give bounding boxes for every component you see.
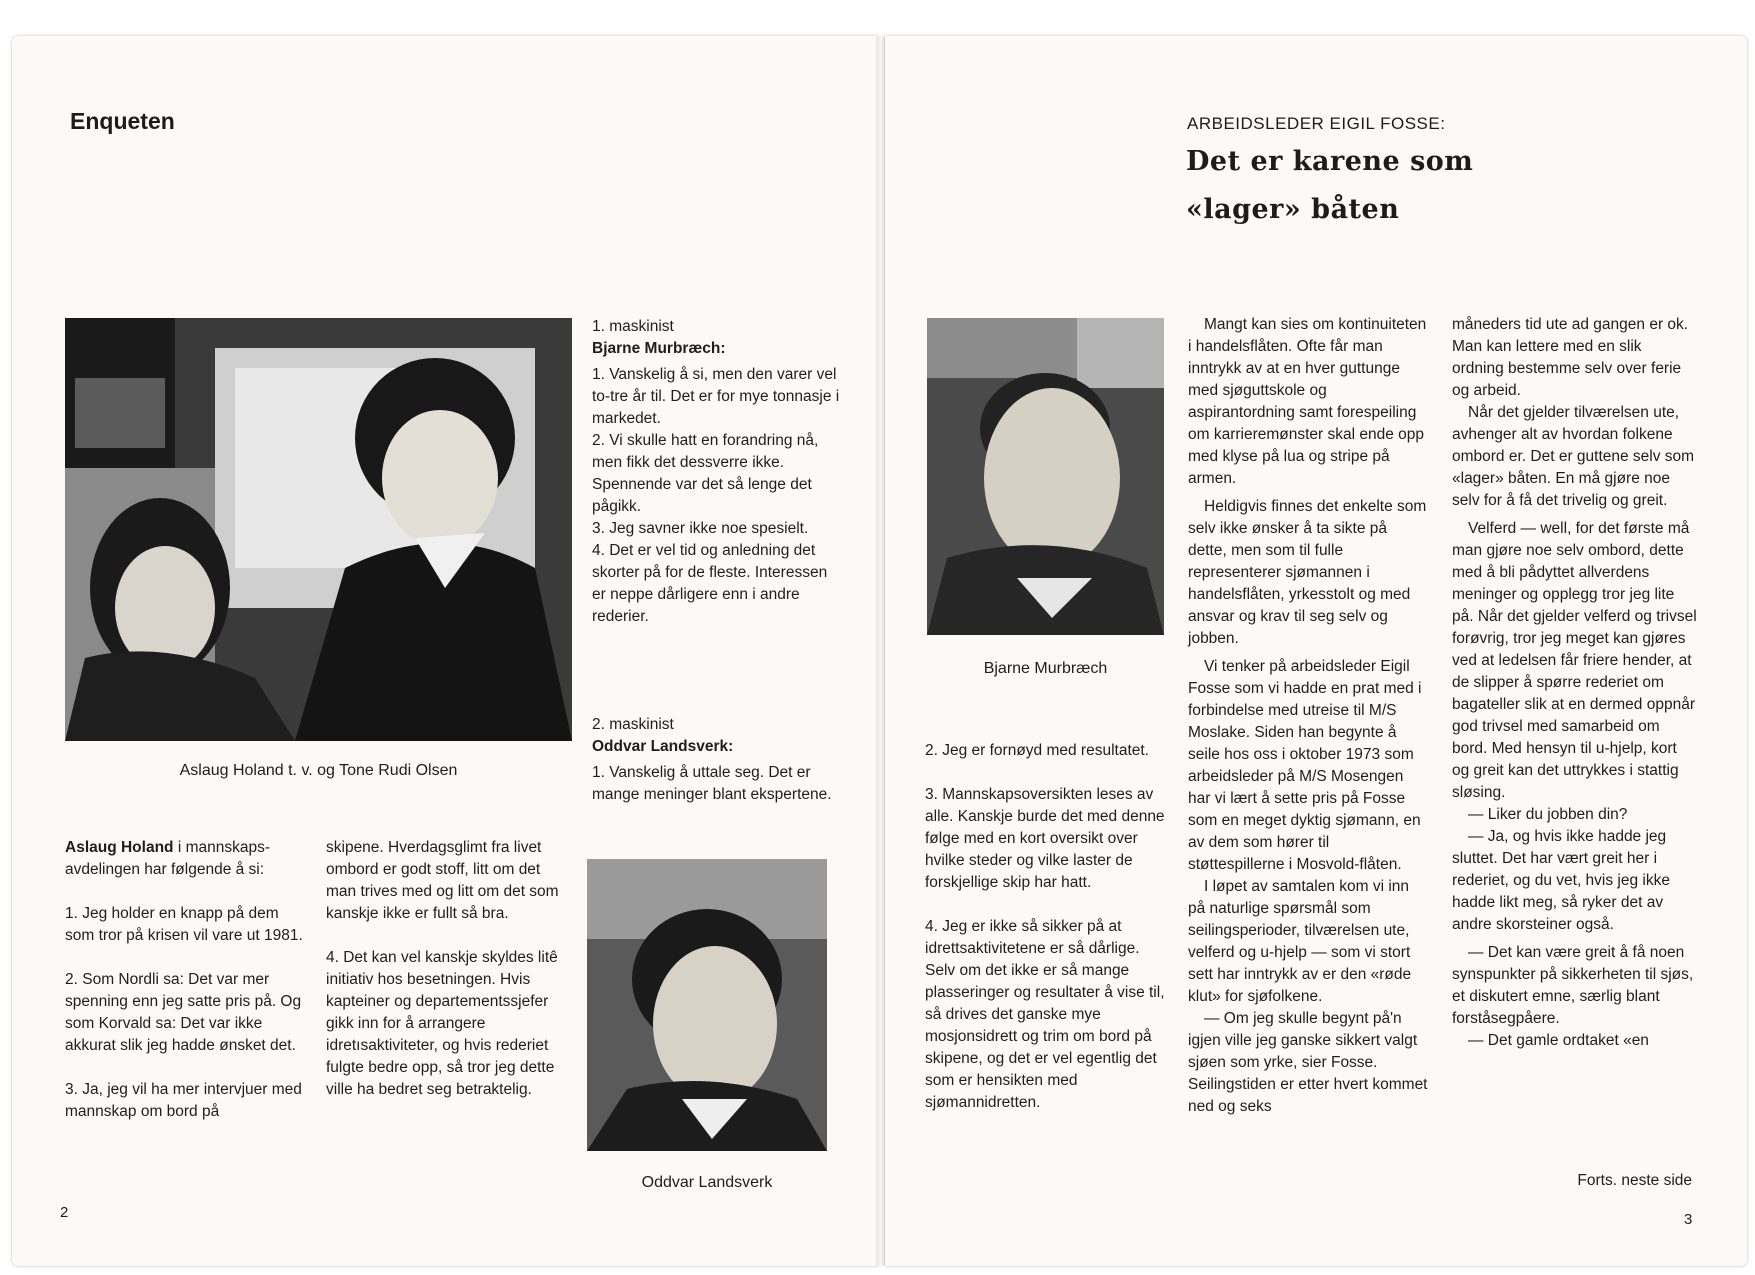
bjarne-answers (592, 316, 842, 628)
bjarne-name: Bjarne Murbræch: (592, 340, 726, 357)
article-paragraph-9: — Liker du jobben din? (1468, 806, 1628, 823)
aslaug-answer-3: 3. Ja, jeg vil ha mer intervjuer med mannskap om bord på (65, 1081, 302, 1120)
article-paragraph-3: Vi tenker på arbeidsleder Eigil Fosse som vi hadde en prat med i forbindelse med utreise til M/S Moslake. Siden han begynte å seile hos oss i oktober 1973 som arbeidsleder på M/S Mosengen har vi lært å sette pris på Fosse som en meget dyktig sjømann, en av dem som hører til støttespillerne i Mosvold-flåten. (1188, 658, 1422, 873)
bjarne-answer-4-cont: 4. Jeg er ikke så sikker på at idrettsaktivitetene er så dårlige. Selv om det ikke er så mange plasseringer og resultater å vise til, så drives det ganske mye mosjonsidrett og trim om bord på skipene, og det er vel egentlig det som er hensikten med sjømannidretten. (925, 918, 1165, 1111)
bjarne-answer-3: 3. Jeg savner ikke noe spesielt. (592, 520, 809, 537)
bjarne-answer-1: 1. Vanskelig å si, men den varer vel to-tre år til. Det er for mye tonnasje i markedet. (592, 366, 840, 427)
oddvar-name: Oddvar Landsverk: (592, 738, 734, 755)
photo-caption-left: Aslaug Holand t. v. og Tone Rudi Olsen (179, 762, 458, 779)
bjarne-answer-3-cont: 3. Mannskapsoversikten leses av alle. Kanskje burde det med denne følge med en kort oversikt over hvilke steder og vilke laster de forskjellige skip har hatt. (925, 786, 1165, 891)
aslaug-answer-1: 1. Jeg holder en knapp på dem som tror på krisen vil vare ut 1981. (65, 905, 303, 944)
oddvar-answer-1: 1. Vanskelig å uttale seg. Det er mange meninger blant ekspertene. (592, 764, 832, 803)
bjarne-answer-2: 2. Vi skulle hatt en forandring nå, men fikk det dessverre ikke. Spennende var det så lenge det pågikk. (592, 432, 819, 515)
article-paragraph-10: — Ja, og hvis ikke hadde jeg sluttet. Det har vært greit her i rederiet, og du vet, hvis jeg ikke hadde likt meg, så ryker det av andre skorsteiner også. (1452, 828, 1670, 933)
article-paragraph-2: Heldigvis finnes det enkelte som selv ikke ønsker å ta sikte på dette, men som til fulle representerer sjømannen i handelsflåten, yrkesstolt og med ansvar og krav til seg selv og jobben. (1188, 498, 1427, 647)
continued-notice: Forts. neste side (1577, 1172, 1692, 1189)
article-title-line-1: Det er karene som (1186, 146, 1474, 177)
article-paragraph-7: Når det gjelder tilværelsen ute, avhenger alt av hvordan folkene ombord er. Det er guttene selv som «lager» båten. En må gjøre noe selv for å få det trivelig og greit. (1452, 404, 1695, 509)
photo-caption-oddvar: Oddvar Landsverk (641, 1174, 773, 1191)
aslaug-column-1 (65, 837, 305, 1145)
aslaug-column-2 (326, 837, 571, 1123)
oddvar-answers (592, 714, 842, 806)
page-number-left: 2 (60, 1204, 69, 1221)
bjarne-role: 1. maskinist (592, 318, 674, 335)
photo-aslaug-tone (65, 318, 572, 741)
article-paragraph-6: måneders tid ute ad gangen er ok. Man kan lettere med en slik ordning bestemme selv over ferie og arbeid. (1452, 316, 1689, 399)
page-number-right: 3 (1684, 1211, 1693, 1228)
article-kicker: ARBEIDSLEDER EIGIL FOSSE: (1187, 114, 1446, 133)
bjarne-answer-2-cont: 2. Jeg er fornøyd med resultatet. (925, 742, 1149, 759)
article-paragraph-8: Velferd — well, for det første må man gjøre noe selv ombord, dette med å bli pådyttet allverdens meninger og opplegg tror jeg lite på. Når det gjelder velferd og trivsel forøvrig, tror jeg meget kan gjøres ved at ledelsen får friere hender, at de slipper å spørre rederiet om bagateller slik at en dermed oppnår god trivsel med samarbeid om bord. Med hensyn til u-hjelp, kort og greit kan det uttrykkes i stattig sløsing. (1452, 520, 1697, 801)
article-title (1186, 138, 1473, 234)
article-paragraph-4: I løpet av samtalen kom vi inn på naturlige spørsmål som seilingsperioder, tilværelsen ute, velferd og u-hjelp — som vi stort sett har inntrykk av er den «røde klut» for sjøfolkene. (1188, 878, 1412, 1005)
photo-caption-bjarne: Bjarne Murbræch (983, 660, 1108, 677)
aslaug-answer-4: 4. Det kan vel kanskje skyldes litê initiativ hos besetningen. Hvis kapteiner og departementssjefer gikk inn for å arrangere idretısaktiviteter, og hvis rederiet fulgte bedre opp, så tror jeg dette ville ha bedret seg betraktelig. (326, 949, 558, 1098)
aslaug-name: Aslaug Holand (65, 839, 174, 856)
right-column-2 (1188, 314, 1430, 1118)
article-title-line-2: «lager» båten (1186, 194, 1400, 225)
article-paragraph-5: — Om jeg skulle begynt på'n igjen ville jeg ganske sikkert valgt sjøen som yrke, sier Fosse. Seilingstiden er etter hvert kommet ned og seks (1188, 1010, 1428, 1115)
bjarne-answer-4: 4. Det er vel tid og anledning det skorter på for de fleste. Interessen er neppe dårligere enn i andre rederier. (592, 542, 828, 625)
photo-bjarne (927, 318, 1164, 635)
aslaug-intro: i mannskaps-avdelingen har følgende å si: (65, 839, 270, 878)
aslaug-answer-3-cont: skipene. Hverdagsglimt fra livet ombord er godt stoff, litt om det man trives med og litt om det som kanskje ikke er fullt så bra. (326, 839, 559, 922)
article-paragraph-12: — Det gamle ordtaket «en (1468, 1032, 1649, 1049)
article-paragraph-1: Mangt kan sies om kontinuiteten i handelsflåten. Ofte får man inntrykk av at en hver guttunge med sjøguttskole og aspirantordning samt forespeiling om karrieremønster skal ende opp med klyse på lua og stripe på armen. (1188, 316, 1427, 487)
aslaug-answer-2: 2. Som Nordli sa: Det var mer spenning enn jeg satte pris på. Og som Korvald sa: Det var ikke akkurat slik jeg hadde ønsket det. (65, 971, 302, 1054)
photo-oddvar (587, 859, 827, 1151)
section-heading: Enqueten (70, 108, 175, 134)
oddvar-role: 2. maskinist (592, 716, 674, 733)
right-column-3 (1452, 314, 1697, 1052)
right-column-1 (925, 740, 1167, 1136)
article-paragraph-11: — Det kan være greit å få noen synspunkter på sikkerheten til sjøs, et diskutert emne, særlig blant forståsegpåere. (1452, 944, 1694, 1027)
